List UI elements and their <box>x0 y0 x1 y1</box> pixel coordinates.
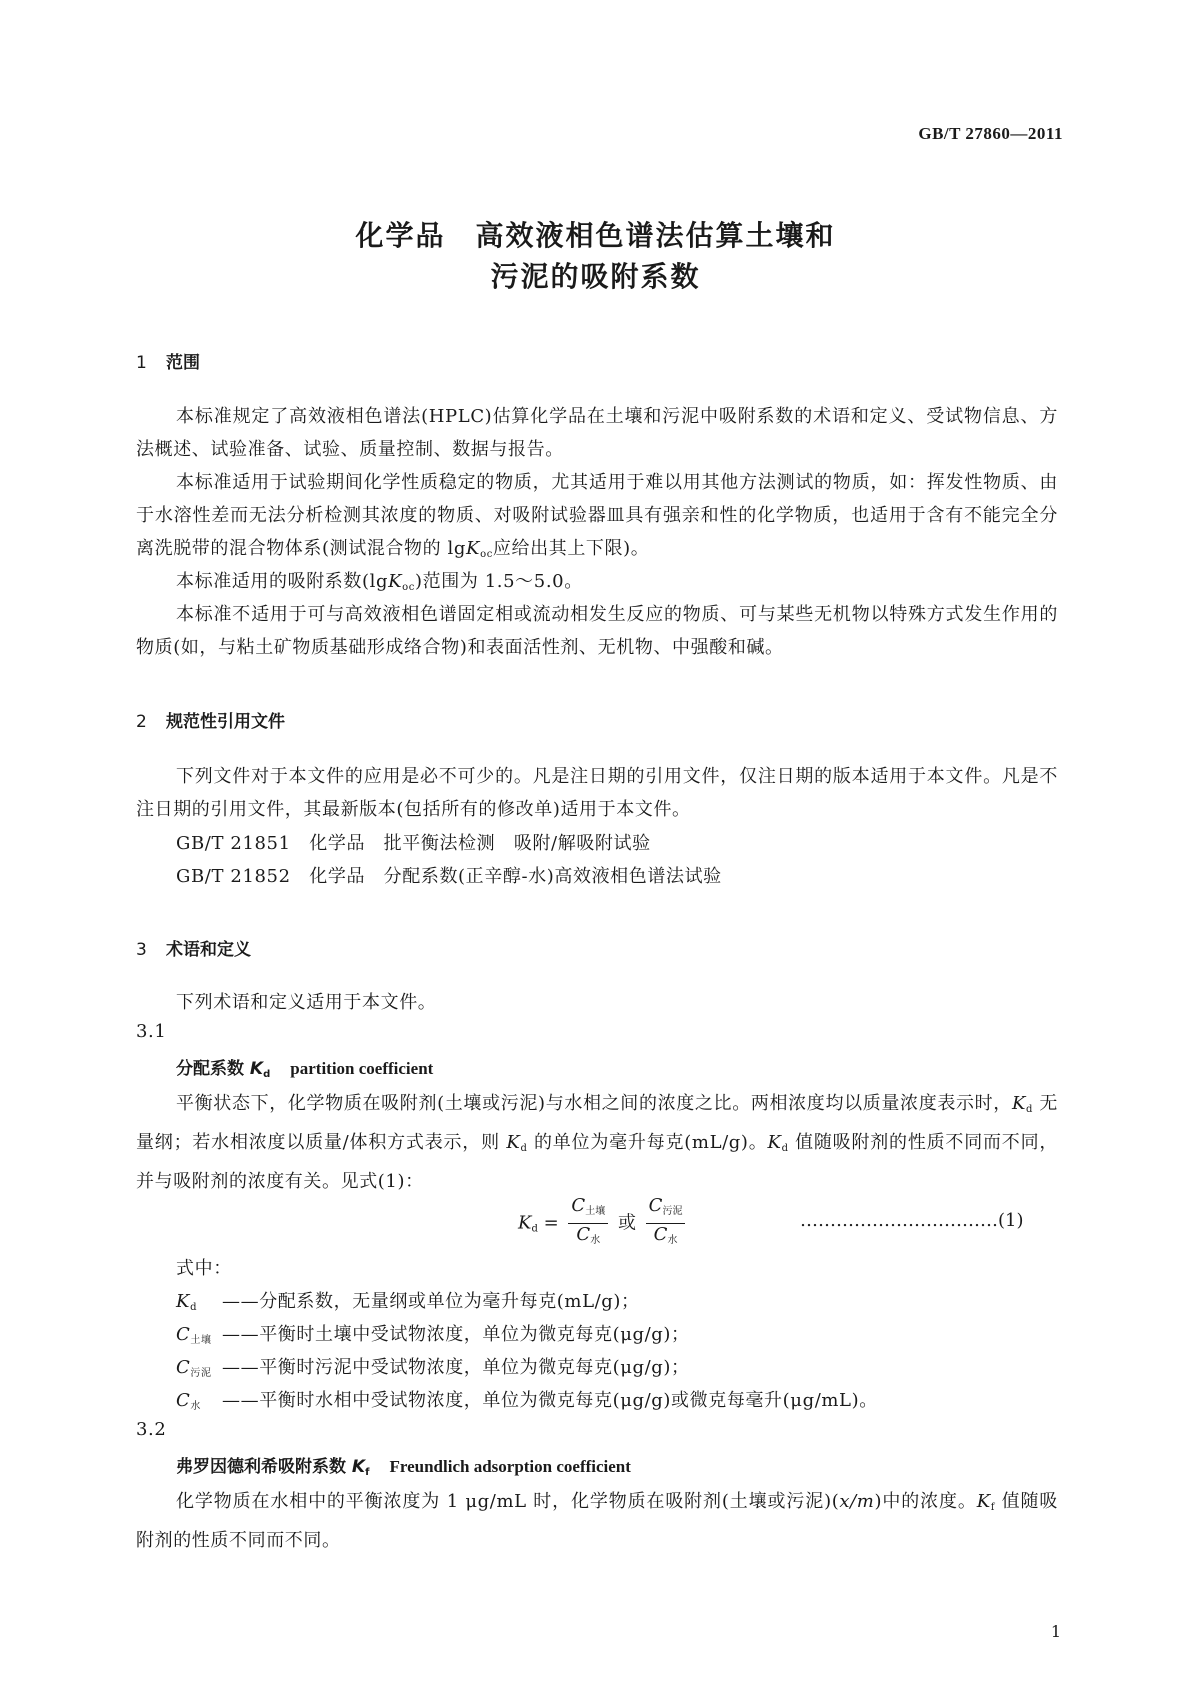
equation-number: ……………………………(1) <box>800 1210 1024 1231</box>
term-3-1-definition: 平衡状态下，化学物质在吸附剂(土壤或污泥)与水相之间的浓度之比。两相浓度均以质量浓度表示时，$K_d$ 无量纲；若水相浓度以质量/体积方式表示，则 $K_d$ 的单位为毫升每克(mL/g)。$K_d$ 值随吸附剂的性质不同而不同，并与吸附剂的浓度有关。见式(1)： <box>136 1093 1059 1192</box>
s1-paragraph-2: 本标准适用于试验期间化学性质稳定的物质，尤其适用于难以用其他方法测试的物质，如：挥发性物质、由于水溶性差而无法分析检测其浓度的物质、对吸附试验器皿具有强亲和性的化学物质，也适用于含有不能完全分离洗脱带的混合物体系(测试混合物的 lgK$_{oc}$应给出其上下限)。 <box>136 472 1058 560</box>
s1-paragraph-1: 本标准规定了高效液相色谱法(HPLC)估算化学品在土壤和污泥中吸附系数的术语和定义、受试物信息、方法概述、试验准备、试验、质量控制、数据与报告。 <box>136 406 1058 460</box>
s2-paragraph-1: 下列文件对于本文件的应用是必不可少的。凡是注日期的引用文件，仅注日期的版本适用于本文件。凡是不注日期的引用文件，其最新版本(包括所有的修改单)适用于本文件。 <box>136 766 1058 820</box>
definition-kd: $K_d$ ——分配系数，无量纲或单位为毫升每克(mL/g)； <box>176 1291 640 1313</box>
where-label: 式中： <box>176 1258 232 1279</box>
section-title: 规范性引用文件 <box>166 712 285 732</box>
term-3-2-title: 弗罗因德利希吸附系数 $K_f$ Freundlich adsorption coefficient <box>176 1457 631 1478</box>
s1-paragraph-4: 本标准不适用于可与高效液相色谱固定相或流动相发生反应的物质、可与某些无机物以特殊方式发生作用的物质(如，与粘土矿物质基础形成络合物)和表面活性剂、无机物、中强酸和碱。 <box>136 604 1058 658</box>
section-number: 2 <box>136 712 147 732</box>
definition-c-sludge: $C_{污泥}$ ——平衡时污泥中受试物浓度，单位为微克每克(μg/g)； <box>176 1357 690 1379</box>
term-3-1-number: 3.1 <box>136 1021 167 1042</box>
s3-intro: 下列术语和定义适用于本文件。 <box>176 992 437 1013</box>
term-3-2-number: 3.2 <box>136 1419 167 1440</box>
formula-1: $K_d$ = $\frac{C_{土壤}}{C_水}$ 或 $\frac{C_{污泥}}{C_水}$ <box>518 1195 689 1245</box>
section-number: 1 <box>136 353 147 373</box>
section-title: 范围 <box>166 353 200 373</box>
section-3-heading <box>136 935 251 960</box>
section-2-heading <box>136 707 285 732</box>
standard-code: GB/T 27860—2011 <box>918 124 1063 143</box>
reference-gb-t-21852: GB/T 21852 化学品 分配系数(正辛醇-水)高效液相色谱法试验 <box>176 866 722 887</box>
definition-c-soil: $C_{土壤}$ ——平衡时土壤中受试物浓度，单位为微克每克(μg/g)； <box>176 1324 690 1346</box>
doc-title-line1: 化学品 高效液相色谱法估算土壤和 <box>355 219 836 252</box>
term-3-2-definition: 化学物质在水相中的平衡浓度为 1 μg/mL 时，化学物质在吸附剂(土壤或污泥)(x/m)中的浓度。$K_f$ 值随吸附剂的性质不同而不同。 <box>136 1491 1059 1551</box>
reference-gb-t-21851: GB/T 21851 化学品 批平衡法检测 吸附/解吸附试验 <box>176 833 651 854</box>
s1-paragraph-3: 本标准适用的吸附系数(lgK$_{oc}$)范围为 1.5～5.0。 <box>176 571 583 593</box>
definition-c-water: $C_水$ ——平衡时水相中受试物浓度，单位为微克每克(μg/g)或微克每毫升(μg/mL)。 <box>176 1390 878 1412</box>
section-title: 术语和定义 <box>166 940 251 960</box>
page-number: 1 <box>1050 1622 1061 1641</box>
fraction-soil-water: $\frac{C_{土壤}}{C_水}$ <box>568 1195 608 1252</box>
doc-title-line2: 污泥的吸附系数 <box>490 260 701 293</box>
term-3-1-title: 分配系数 $K_d$ partition coefficient <box>176 1059 434 1080</box>
fraction-sludge-water: $\frac{C_{污泥}}{C_水}$ <box>646 1195 686 1252</box>
section-1-heading <box>136 348 200 373</box>
section-number: 3 <box>136 940 147 960</box>
